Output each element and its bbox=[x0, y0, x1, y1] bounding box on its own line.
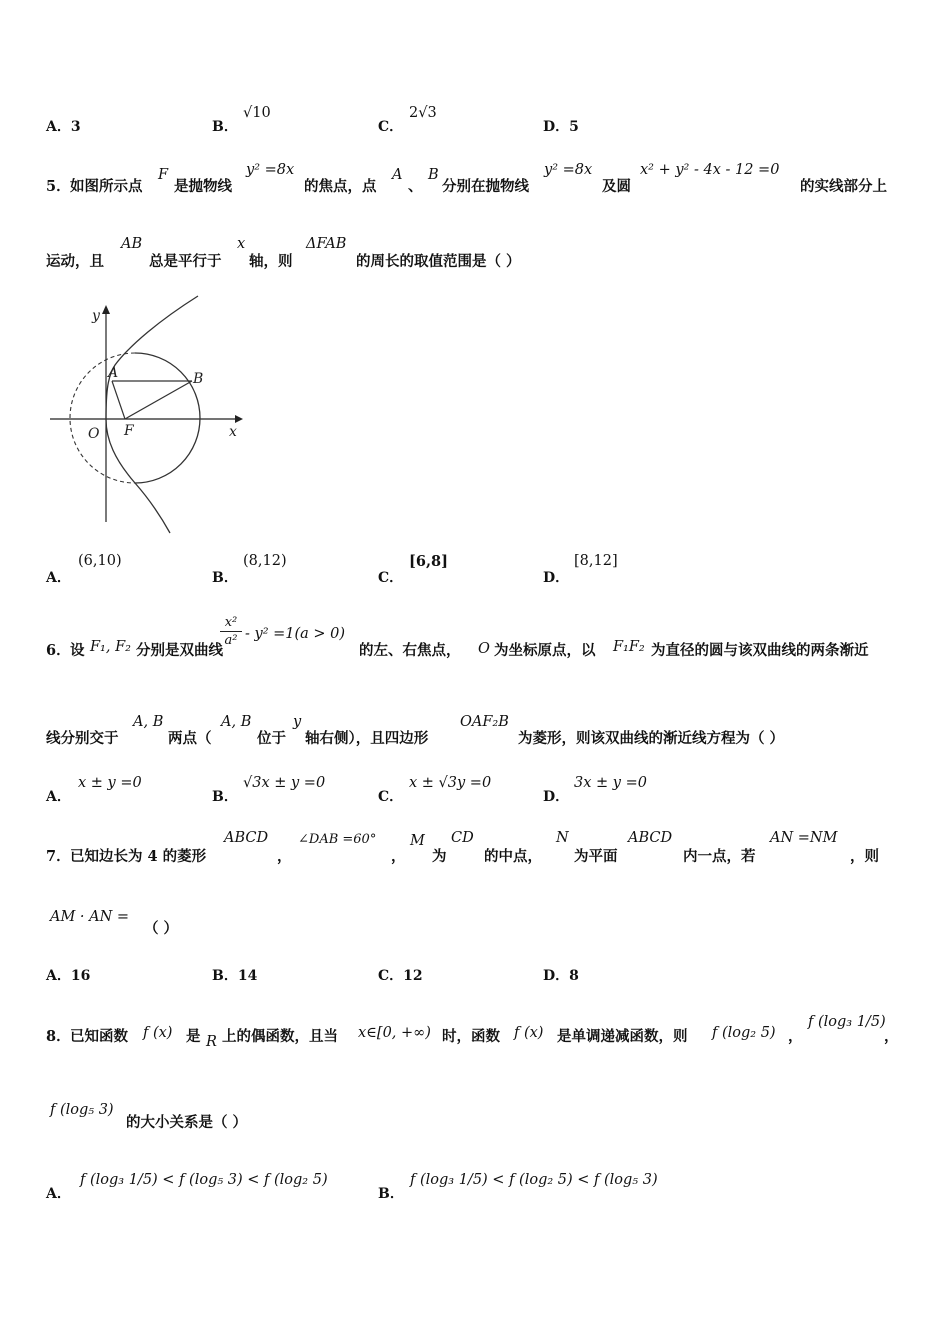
q5-text-4: 、 bbox=[408, 178, 423, 195]
q7-text-7: 内一点，若 bbox=[683, 848, 756, 865]
q7-text-3: ， bbox=[391, 848, 406, 865]
q7-math-dot-product: AM · AN = bbox=[50, 909, 130, 925]
q5-math-B: B bbox=[428, 167, 439, 183]
q6-math-F1F2: F₁F₂ bbox=[613, 639, 645, 655]
q6-line2-text-5: 为菱形，则该双曲线的渐近线方程为（ ） bbox=[518, 730, 785, 747]
q5-text-6: 及圆 bbox=[602, 178, 631, 195]
q7-option-a: A．16 bbox=[46, 968, 91, 984]
q6-math-hyperbola: - y² =1(a > 0) bbox=[245, 626, 346, 642]
q6-line2-text-2: 两点（ bbox=[168, 730, 212, 747]
fig-y-label: y bbox=[92, 308, 100, 324]
q7-text-2: ， bbox=[277, 848, 292, 865]
q5-math-AB: AB bbox=[121, 236, 143, 252]
q6-fraction bbox=[220, 614, 242, 649]
q4-option-a: A．3 bbox=[46, 119, 81, 135]
q5-line2-text-2: 总是平行于 bbox=[149, 253, 222, 270]
fig-f-label: F bbox=[124, 423, 134, 439]
q5-text-5: 分别在抛物线 bbox=[442, 178, 529, 195]
q4-option-c-label: C． bbox=[378, 119, 404, 135]
q7-math-CD: CD bbox=[451, 830, 474, 846]
q8-math-R: R bbox=[206, 1034, 217, 1050]
q8-option-a-label: A． bbox=[46, 1186, 71, 1202]
q7-option-b: B．14 bbox=[212, 968, 258, 984]
q5-number: 5． bbox=[46, 178, 71, 195]
q7-math-ABCD: ABCD bbox=[224, 830, 269, 846]
q7-text-4: 为 bbox=[432, 848, 447, 865]
q7-line2-text-1: （ ） bbox=[144, 920, 179, 937]
q5-option-d-value: [8,12] bbox=[574, 553, 618, 569]
q8-text-6: ， bbox=[788, 1028, 803, 1045]
q5-math-triangle: ΔFAB bbox=[306, 236, 347, 252]
q5-math-circle: x² + y² - 4x - 12 =0 bbox=[640, 162, 780, 178]
q5-math-parabola-2: y² =8x bbox=[544, 162, 593, 178]
y-axis-arrow-icon bbox=[102, 305, 110, 314]
q8-text-3: 上的偶函数，且当 bbox=[222, 1028, 338, 1045]
q6-math-AB-1: A, B bbox=[133, 714, 164, 730]
q8-option-b-label: B． bbox=[378, 1186, 404, 1202]
q5-line2-text-3: 轴，则 bbox=[249, 253, 293, 270]
q6-option-d-value: 3x ± y =0 bbox=[574, 775, 647, 791]
circle-solid-arc bbox=[135, 353, 200, 483]
fig-b-label: B bbox=[193, 371, 204, 387]
q5-line2-text-4: 的周长的取值范围是（ ） bbox=[356, 253, 521, 270]
q6-math-foci: F₁, F₂ bbox=[90, 639, 131, 655]
q6-text-3: 的左、右焦点， bbox=[359, 642, 461, 659]
q5-math-A: A bbox=[392, 167, 403, 183]
q6-text-5: 为直径的圆与该双曲线的两条渐近 bbox=[651, 642, 869, 659]
q4-option-b-label: B． bbox=[212, 119, 238, 135]
q6-option-a-value: x ± y =0 bbox=[78, 775, 142, 791]
fig-o-label: O bbox=[88, 426, 100, 442]
q6-option-b-value: √3x ± y =0 bbox=[243, 775, 326, 791]
q7-text-5: 的中点， bbox=[484, 848, 542, 865]
q5-line2-text-1: 运动，且 bbox=[46, 253, 104, 270]
q5-option-c-label: C． bbox=[378, 570, 404, 586]
fig-x-label: x bbox=[229, 424, 237, 440]
q5-option-b-label: B． bbox=[212, 570, 238, 586]
q6-option-b-label: B． bbox=[212, 789, 238, 805]
q6-option-c-value: x ± √3y =0 bbox=[409, 775, 492, 791]
q6-math-y: y bbox=[293, 714, 302, 730]
q8-math-f-log3-fifth: f (log₃ 1/5) bbox=[808, 1014, 886, 1030]
q6-math-AB-2: A, B bbox=[221, 714, 252, 730]
q6-option-c-label: C． bbox=[378, 789, 404, 805]
q5-option-a-label: A． bbox=[46, 570, 71, 586]
q8-text-1: 已知函数 bbox=[70, 1028, 128, 1045]
q5-text-1: 如图所示点 bbox=[70, 178, 143, 195]
q6-fraction-denominator: a² bbox=[224, 633, 238, 648]
fig-a-label: A bbox=[108, 365, 119, 381]
q5-option-a-value: (6,10) bbox=[78, 553, 122, 569]
segment-BF bbox=[125, 381, 192, 419]
q6-text-2: 分别是双曲线 bbox=[136, 642, 223, 659]
q8-text-2: 是 bbox=[186, 1028, 201, 1045]
q5-math-x: x bbox=[237, 236, 246, 252]
q6-option-d-label: D． bbox=[543, 789, 570, 805]
q5-option-b-value: (8,12) bbox=[243, 553, 287, 569]
x-axis-arrow-icon bbox=[235, 415, 243, 423]
q7-text-1: 已知边长为 4 的菱形 bbox=[70, 848, 207, 865]
q4-option-b-value: √10 bbox=[243, 105, 271, 121]
q6-text-4: 为坐标原点，以 bbox=[494, 642, 596, 659]
q7-math-AN-NM: AN =NM bbox=[770, 830, 838, 846]
q5-option-d-label: D． bbox=[543, 570, 570, 586]
q8-math-fx-2: f (x) bbox=[514, 1025, 544, 1041]
q8-text-4: 时，函数 bbox=[442, 1028, 500, 1045]
q6-text-1: 设 bbox=[70, 642, 85, 659]
q8-math-fx: f (x) bbox=[143, 1025, 173, 1041]
q7-option-d: D．8 bbox=[543, 968, 579, 984]
q8-math-f-log5-3: f (log₅ 3) bbox=[50, 1102, 114, 1118]
q4-option-c-value: 2√3 bbox=[409, 105, 437, 121]
q8-option-a-value: f (log₃ 1/5) < f (log₅ 3) < f (log₂ 5) bbox=[80, 1172, 328, 1188]
q6-number: 6． bbox=[46, 642, 71, 659]
q8-line2-text-1: 的大小关系是（ ） bbox=[126, 1114, 248, 1131]
q7-number: 7． bbox=[46, 848, 71, 865]
q5-text-2: 是抛物线 bbox=[174, 178, 232, 195]
q8-option-b-value: f (log₃ 1/5) < f (log₂ 5) < f (log₅ 3) bbox=[410, 1172, 658, 1188]
q5-text-3: 的焦点，点 bbox=[304, 178, 377, 195]
q8-math-domain: x∈[0, +∞) bbox=[358, 1025, 431, 1041]
q8-text-7: ， bbox=[884, 1028, 899, 1045]
q7-option-c: C．12 bbox=[378, 968, 423, 984]
q6-line2-text-4: 轴右侧），且四边形 bbox=[305, 730, 429, 747]
parabola-curve bbox=[106, 296, 198, 533]
q7-math-ABCD-2: ABCD bbox=[628, 830, 673, 846]
q6-line2-text-3: 位于 bbox=[257, 730, 286, 747]
q7-math-N: N bbox=[556, 830, 569, 846]
q7-text-6: 为平面 bbox=[574, 848, 618, 865]
q6-fraction-numerator: x² bbox=[220, 614, 242, 632]
q7-math-M: M bbox=[410, 833, 425, 849]
q6-math-rhombus: OAF₂B bbox=[460, 714, 509, 730]
q7-math-angle: ∠DAB =60° bbox=[298, 832, 377, 847]
q5-math-F: F bbox=[158, 167, 169, 183]
q6-option-a-label: A． bbox=[46, 789, 71, 805]
q8-text-5: 是单调递减函数，则 bbox=[557, 1028, 688, 1045]
segment-AF bbox=[112, 381, 125, 419]
q4-option-d: D．5 bbox=[543, 119, 579, 135]
q5-option-c-value: [6,8] bbox=[409, 553, 448, 570]
q5-math-parabola: y² =8x bbox=[246, 162, 295, 178]
q5-text-7: 的实线部分上 bbox=[800, 178, 887, 195]
q8-math-f-log2-5: f (log₂ 5) bbox=[712, 1025, 776, 1041]
q6-math-O: O bbox=[478, 641, 490, 657]
q7-text-8: ，则 bbox=[850, 848, 879, 865]
q6-line2-text-1: 线分别交于 bbox=[46, 730, 119, 747]
q5-figure bbox=[40, 290, 250, 540]
q8-number: 8． bbox=[46, 1028, 71, 1045]
